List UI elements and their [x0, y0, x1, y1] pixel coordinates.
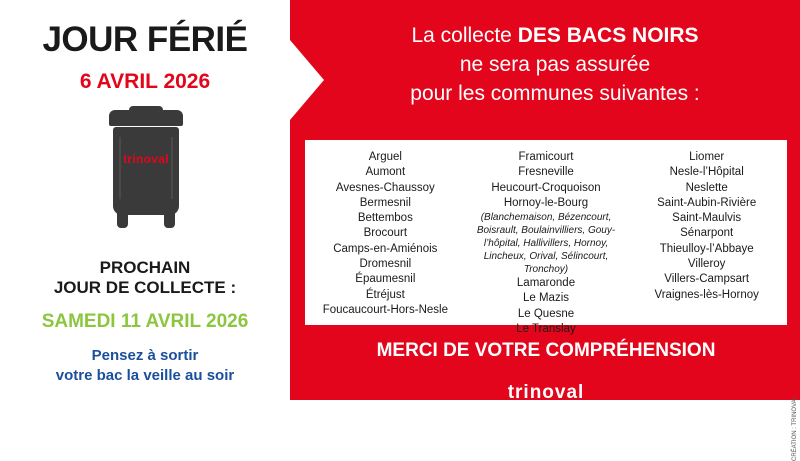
next-collection-line1: PROCHAIN — [99, 258, 191, 277]
list-item: Neslette — [685, 181, 728, 194]
headline-line-3: pour les communes suivantes : — [410, 81, 700, 105]
bin-body — [113, 127, 179, 215]
list-item: Thieulloy-l’Abbaye — [659, 242, 754, 255]
headline-line-1 — [325, 22, 785, 51]
communes-list-box — [305, 140, 787, 335]
holiday-date: 6 AVRIL 2026 — [79, 70, 211, 93]
trinoval-logo — [305, 382, 787, 404]
headline-line-2: ne sera pas assurée — [459, 52, 651, 76]
list-item: Sénarpont — [680, 227, 734, 240]
list-item: Camps-en-Amiénois — [333, 242, 438, 255]
list-item: Heucourt-Croquoison — [491, 181, 601, 194]
list-item: Foucaucourt-Hors-Nesle — [322, 303, 448, 316]
list-item: Liomer — [689, 151, 725, 163]
bin-logo-text: trinoval — [123, 152, 169, 166]
communes-column-1 — [305, 150, 466, 325]
communes-column-2 — [466, 150, 627, 335]
list-item: Saint-Maulvis — [672, 212, 742, 225]
list-item: Étréjust — [365, 288, 405, 301]
list-item: Hornoy-le-Bourg — [503, 196, 589, 209]
list-item: Brocourt — [363, 227, 408, 240]
list-item: Saint-Aubin-Rivière — [657, 196, 757, 209]
bin-wheel-right — [164, 213, 175, 228]
list-item: Framicourt — [518, 151, 574, 163]
list-item: Fresneville — [518, 166, 574, 179]
list-item: Le Mazis — [522, 292, 570, 305]
reminder-line1: Pensez à sortir — [91, 347, 199, 364]
next-collection-label — [0, 258, 290, 299]
list-item: Avesnes-Chaussoy — [335, 181, 435, 194]
list-item: Villers-Campsart — [664, 273, 750, 286]
bin-wheel-left — [117, 213, 128, 228]
headline — [325, 22, 785, 109]
list-item: Bettembos — [357, 212, 413, 225]
thanks-text: MERCI DE VOTRE COMPRÉHENSION — [376, 340, 716, 361]
next-collection-line2: JOUR DE COLLECTE : — [53, 278, 237, 298]
next-collection-date: SAMEDI 11 AVRIL 2026 — [41, 311, 249, 332]
reminder-text — [0, 346, 290, 387]
communes-column-3 — [626, 150, 787, 325]
list-item: Lamaronde — [516, 277, 576, 290]
list-item: Dromesnil — [359, 257, 412, 270]
list-item: Épaumesnil — [355, 273, 416, 286]
list-item: Aumont — [365, 166, 406, 179]
list-item: Le Translay — [516, 322, 576, 335]
communes-column-2-note: (Blanchemaison, Bézencourt, Boisrault, Boulainvilliers, Gouy-l’hôpital, Hallivillers, Hornoy, Lincheux, Orival, Sélincourt, Tronchoy) — [476, 212, 616, 276]
reminder-line2: votre bac la veille au soir — [55, 367, 235, 385]
list-item: Arguel — [368, 151, 402, 163]
list-item: Villeroy — [687, 257, 726, 270]
trash-bin-icon — [107, 110, 185, 230]
left-column — [0, 0, 290, 400]
list-item: Vraignes-lès-Hornoy — [654, 288, 759, 301]
headline-strong: DES BACS NOIRS — [517, 24, 699, 47]
headline-prefix: La collecte — [411, 24, 518, 47]
bin-lid — [109, 110, 183, 126]
list-item: Le Quesne — [517, 307, 575, 320]
list-item: Bermesnil — [359, 196, 411, 209]
list-item: Nesle-l’Hôpital — [669, 166, 744, 179]
page-title: JOUR FÉRIÉ — [42, 20, 248, 59]
credit-text: CRÉATION : TRINOVAL — [792, 396, 798, 461]
trinoval-logo-text: trinoval — [507, 382, 585, 403]
